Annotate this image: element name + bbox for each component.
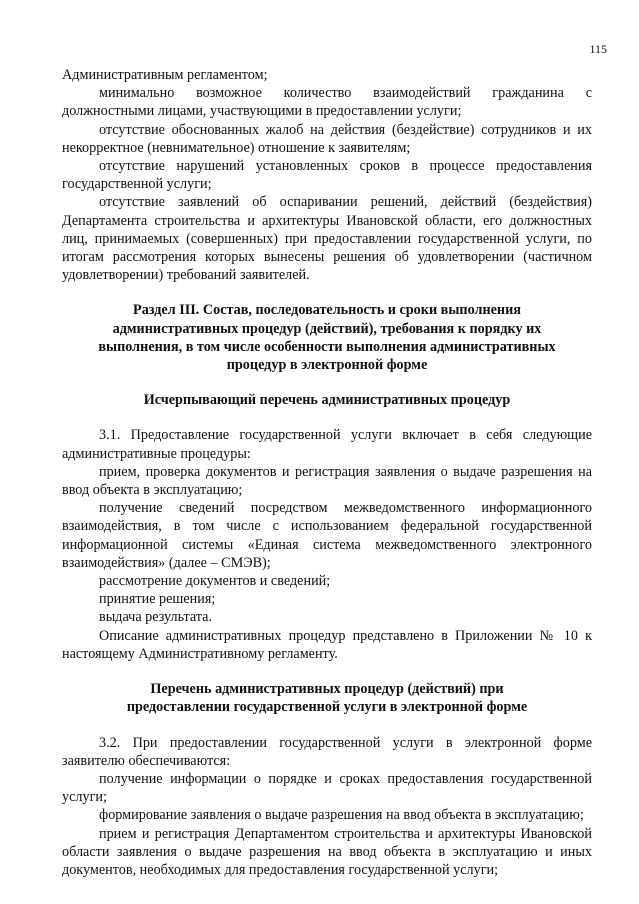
list-item: принятие решения;	[99, 591, 216, 608]
section-heading: Раздел III. Состав, последовательность и сроки выполнения административных процедур (действий), требования к порядку их выполнения, в том числе особенности выполнения административных процедур в электронной форме	[98, 302, 556, 374]
paragraph: отсутствие обоснованных жалоб на действия (бездействие) сотрудников и их некорректное (невнимательное) отношение к заявителям;	[62, 121, 592, 156]
document-body	[62, 66, 592, 879]
list-item: прием, проверка документов и регистрация заявления о выдаче разрешения на ввод объекта в эксплуатацию;	[62, 463, 592, 499]
paragraph: 3.1. Предоставление государственной услуги включает в себя следующие административные процедуры:	[62, 427, 592, 462]
list-item: рассмотрение документов и сведений;	[99, 573, 331, 590]
list-item: получение сведений посредством межведомственного информационного взаимодействия, в том числе с использованием федеральной государственной информационной системы «Единая система межведомственного электронного взаимодействия» (далее – СМЭВ);	[62, 500, 592, 571]
paragraph: отсутствие нарушений установленных сроков в процессе предоставления государственной услуги;	[62, 158, 592, 193]
list-item: формирование заявления о выдаче разрешения на ввод объекта в эксплуатацию;	[99, 807, 584, 824]
list-item: получение информации о порядке и сроках предоставления государственной услуги;	[62, 770, 592, 806]
paragraph: минимально возможное количество взаимодействий гражданина с должностными лицами, участвующими в предоставлении услуги;	[62, 85, 592, 120]
paragraph: Административным регламентом;	[62, 67, 268, 83]
paragraph: отсутствие заявлений об оспаривании решений, действий (бездействия) Департамента строительства и архитектуры Ивановской области, его должностных лиц, принимаемых (совершенных) при предоставлении государственной услуги, по итогам рассмотрения которых вынесены решения об удовлетворении (частичном удовлетворении) требований заявителей.	[62, 194, 592, 284]
page-number: 115	[589, 42, 607, 56]
list-item: прием и регистрация Департаментом строительства и архитектуры Ивановской области заявления о выдаче разрешения на ввод объекта в эксплуатацию и иных документов, необходимых для предоставления государственной услуги;	[62, 825, 592, 878]
subsection-heading: Перечень административных процедур (действий) при предоставлении государственной услуги в электронной форме	[126, 681, 528, 716]
paragraph: Описание административных процедур представлено в Приложении № 10 к настоящему Административному регламенту.	[62, 627, 592, 662]
list-item: выдача результата.	[99, 609, 213, 626]
subsection-heading: Исчерпывающий перечень административных процедур	[143, 392, 511, 409]
paragraph: 3.2. При предоставлении государственной услуги в электронной форме заявителю обеспечиваются:	[62, 734, 592, 769]
